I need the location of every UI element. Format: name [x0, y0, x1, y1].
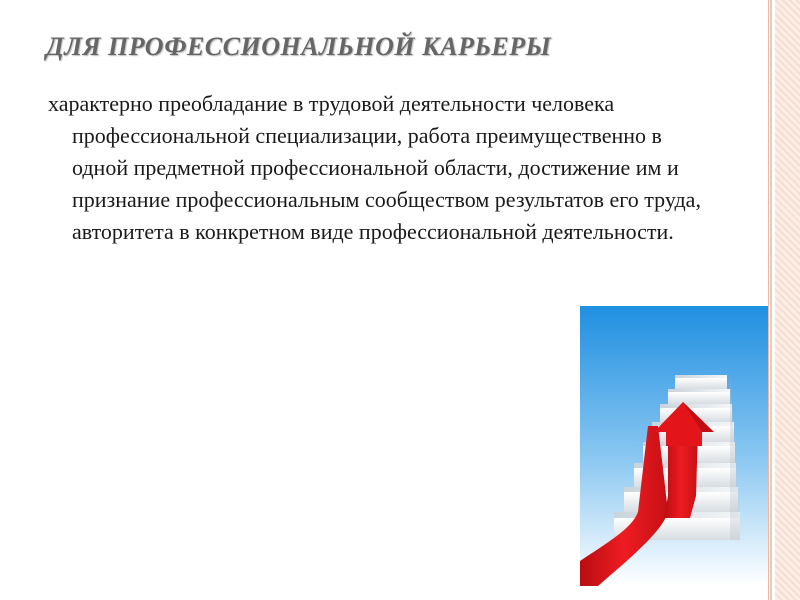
decorative-border	[766, 0, 800, 600]
stairs-with-red-arrow-icon	[580, 306, 768, 586]
slide-title: ДЛЯ ПРОФЕССИОНАЛЬНОЙ КАРЬЕРЫ	[46, 32, 552, 61]
slide-body-text: характерно преобладание в трудовой деятельности человека профессиональной специализации, работа преимущественно в одной предметной профессиональной области, достижение им и признание профессиональным сообществом результатов его труда, авторитета в конкретном виде профессиональной деятельности.	[48, 91, 701, 244]
border-line	[768, 0, 769, 600]
